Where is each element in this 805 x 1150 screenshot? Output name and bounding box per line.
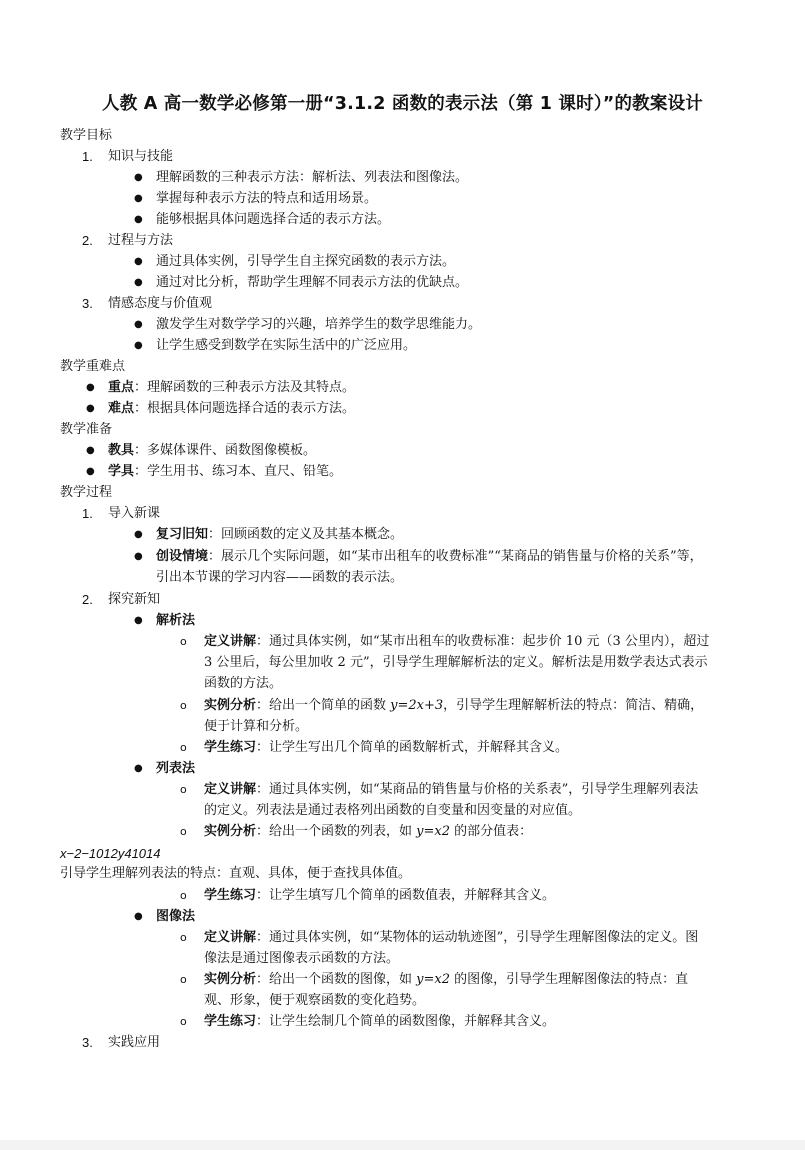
- bullet: ●: [134, 340, 143, 351]
- bullet: ●: [134, 551, 143, 562]
- bullet: ●: [134, 763, 143, 774]
- bullet: ●: [134, 172, 143, 183]
- list-item-continuation: 3 公里后，每公里加收 2 元”，引导学生理解解析法的定义。解析法是用数学表达式表示: [204, 655, 708, 670]
- list-item: [204, 928, 698, 948]
- item-text: ：根据具体问题选择合适的表示方法。: [134, 401, 356, 416]
- heading-preparation: 教学准备: [60, 422, 113, 437]
- item-text: ：多媒体课件、函数图像模板。: [134, 443, 317, 458]
- item-label: 学具: [108, 464, 135, 479]
- circle-bullet: o: [180, 973, 187, 986]
- subheading-explore-new: 探究新知: [108, 592, 161, 607]
- bullet: ●: [134, 911, 143, 922]
- circle-bullet: o: [180, 699, 187, 712]
- list-number: 3.: [82, 296, 93, 311]
- item-label: 学生练习: [204, 1014, 257, 1029]
- item-text: 的部分值表：: [450, 824, 533, 839]
- item-label: 定义讲解: [204, 634, 257, 649]
- item-text: ：学生用书、练习本、直尺、铅笔。: [134, 464, 343, 479]
- item-label: 复习旧知: [156, 527, 209, 542]
- list-item: [204, 738, 568, 758]
- list-item: [156, 525, 403, 545]
- bullet: ●: [134, 319, 143, 330]
- bullet: ●: [134, 256, 143, 267]
- item-text: 的图像，引导学生理解图像法的特点：直: [450, 972, 689, 987]
- item-label: 实例分析: [204, 824, 257, 839]
- item-text: ：给出一个简单的函数: [256, 698, 391, 713]
- subheading-process-methods: 过程与方法: [108, 233, 174, 248]
- item-label: 学生练习: [204, 740, 257, 755]
- item-label: 重点: [108, 380, 135, 395]
- circle-bullet: o: [180, 825, 187, 838]
- list-item: [204, 780, 698, 800]
- method-graph-heading: 图像法: [156, 909, 196, 924]
- item-label: 创设情境: [156, 549, 209, 564]
- list-item: 激发学生对数学学习的兴趣，培养学生的数学思维能力。: [156, 317, 482, 332]
- bullet: ●: [134, 193, 143, 204]
- list-item: [204, 632, 709, 652]
- list-item: [156, 547, 703, 567]
- list-item: 能够根据具体问题选择合适的表示方法。: [156, 212, 391, 227]
- item-text: ：给出一个函数的列表，如: [256, 824, 417, 839]
- bullet: ●: [134, 615, 143, 626]
- bullet: ●: [134, 214, 143, 225]
- circle-bullet: o: [180, 783, 187, 796]
- list-item-continuation: 的定义。列表法是通过表格列出函数的自变量和因变量的对应值。: [204, 803, 582, 818]
- subheading-knowledge-skills: 知识与技能: [108, 149, 174, 164]
- formula: y=x2: [416, 972, 450, 987]
- item-text: ：让学生填写几个简单的函数值表，并解释其含义。: [256, 888, 556, 903]
- list-number: 3.: [82, 1035, 93, 1050]
- item-label: 实例分析: [204, 698, 257, 713]
- list-item: 通过对比分析，帮助学生理解不同表示方法的优缺点。: [156, 275, 469, 290]
- list-item-continuation: 观、形象，便于观察函数的变化趋势。: [204, 993, 426, 1008]
- bullet: ●: [86, 466, 95, 477]
- list-number: 2.: [82, 233, 93, 248]
- bullet: ●: [134, 529, 143, 540]
- item-text: ：通过具体实例，如“某商品的销售量与价格的关系表”，引导学生理解列表法: [256, 782, 699, 797]
- item-text: ：展示几个实际问题，如“某市出租车的收费标准”“某商品的销售量与价格的关系”等，: [208, 549, 703, 564]
- list-item: 掌握每种表示方法的特点和适用场景。: [156, 191, 378, 206]
- item-label: 教具: [108, 443, 135, 458]
- item-text: ：回顾函数的定义及其基本概念。: [208, 527, 404, 542]
- item-label: 定义讲解: [204, 930, 257, 945]
- heading-key-difficulties: 教学重难点: [60, 359, 126, 374]
- list-item-continuation: 函数的方法。: [204, 676, 283, 691]
- item-label: 定义讲解: [204, 782, 257, 797]
- circle-bullet: o: [180, 1015, 187, 1028]
- bullet: ●: [86, 403, 95, 414]
- item-text: ：给出一个函数的图像，如: [256, 972, 417, 987]
- item-text: ：通过具体实例，如“某市出租车的收费标准：起步价 10 元（3 公里内），超过: [256, 634, 710, 649]
- list-item: [204, 822, 532, 842]
- document-title: 人教 A 高一数学必修第一册“3.1.2 函数的表示法（第 1 课时）”的教案设计: [102, 94, 703, 114]
- heading-teaching-process: 教学过程: [60, 485, 113, 500]
- bullet: ●: [86, 445, 95, 456]
- bullet: ●: [134, 277, 143, 288]
- subheading-introduction: 导入新课: [108, 506, 161, 521]
- subheading-attitude-values: 情感态度与价值观: [108, 296, 213, 311]
- subheading-practice: 实践应用: [108, 1035, 161, 1050]
- list-number: 1.: [82, 149, 93, 164]
- circle-bullet: o: [180, 889, 187, 902]
- list-item: [204, 1012, 555, 1032]
- item-text: ：理解函数的三种表示方法及其特点。: [134, 380, 356, 395]
- bullet: ●: [86, 382, 95, 393]
- item-text: ：让学生绘制几个简单的函数图像，并解释其含义。: [256, 1014, 556, 1029]
- list-item: [204, 886, 555, 906]
- list-item-continuation: 便于计算和分析。: [204, 719, 309, 734]
- item-text: ，引导学生理解解析法的特点：简洁、精确，: [443, 698, 704, 713]
- paragraph: 引导学生理解列表法的特点：直观、具体，便于查找具体值。: [60, 866, 412, 881]
- list-number: 2.: [82, 592, 93, 607]
- list-item: 理解函数的三种表示方法：解析法、列表法和图像法。: [156, 170, 469, 185]
- list-item: [108, 441, 316, 461]
- list-item: 通过具体实例，引导学生自主探究函数的表示方法。: [156, 254, 456, 269]
- list-item: [108, 399, 355, 419]
- list-item: [204, 970, 688, 990]
- method-table-heading: 列表法: [156, 761, 196, 776]
- circle-bullet: o: [180, 635, 187, 648]
- heading-teaching-goals: 教学目标: [60, 128, 113, 143]
- item-text: ：通过具体实例，如“某物体的运动轨迹图”，引导学生理解图像法的定义。图: [256, 930, 699, 945]
- formula: y=2x+3: [390, 698, 444, 713]
- formula: y=x2: [416, 824, 450, 839]
- value-table-text: x−2−1012y41014: [60, 846, 161, 861]
- list-item-continuation: 引出本节课的学习内容——函数的表示法。: [156, 570, 404, 585]
- item-text: ：让学生写出几个简单的函数解析式，并解释其含义。: [256, 740, 569, 755]
- item-label: 实例分析: [204, 972, 257, 987]
- circle-bullet: o: [180, 931, 187, 944]
- list-number: 1.: [82, 506, 93, 521]
- item-label: 难点: [108, 401, 135, 416]
- method-analytic-heading: 解析法: [156, 613, 196, 628]
- item-label: 学生练习: [204, 888, 257, 903]
- list-item: [204, 696, 703, 716]
- list-item-continuation: 像法是通过图像表示函数的方法。: [204, 951, 400, 966]
- list-item: [108, 462, 342, 482]
- list-item: 让学生感受到数学在实际生活中的广泛应用。: [156, 338, 417, 353]
- list-item: [108, 378, 355, 398]
- circle-bullet: o: [180, 741, 187, 754]
